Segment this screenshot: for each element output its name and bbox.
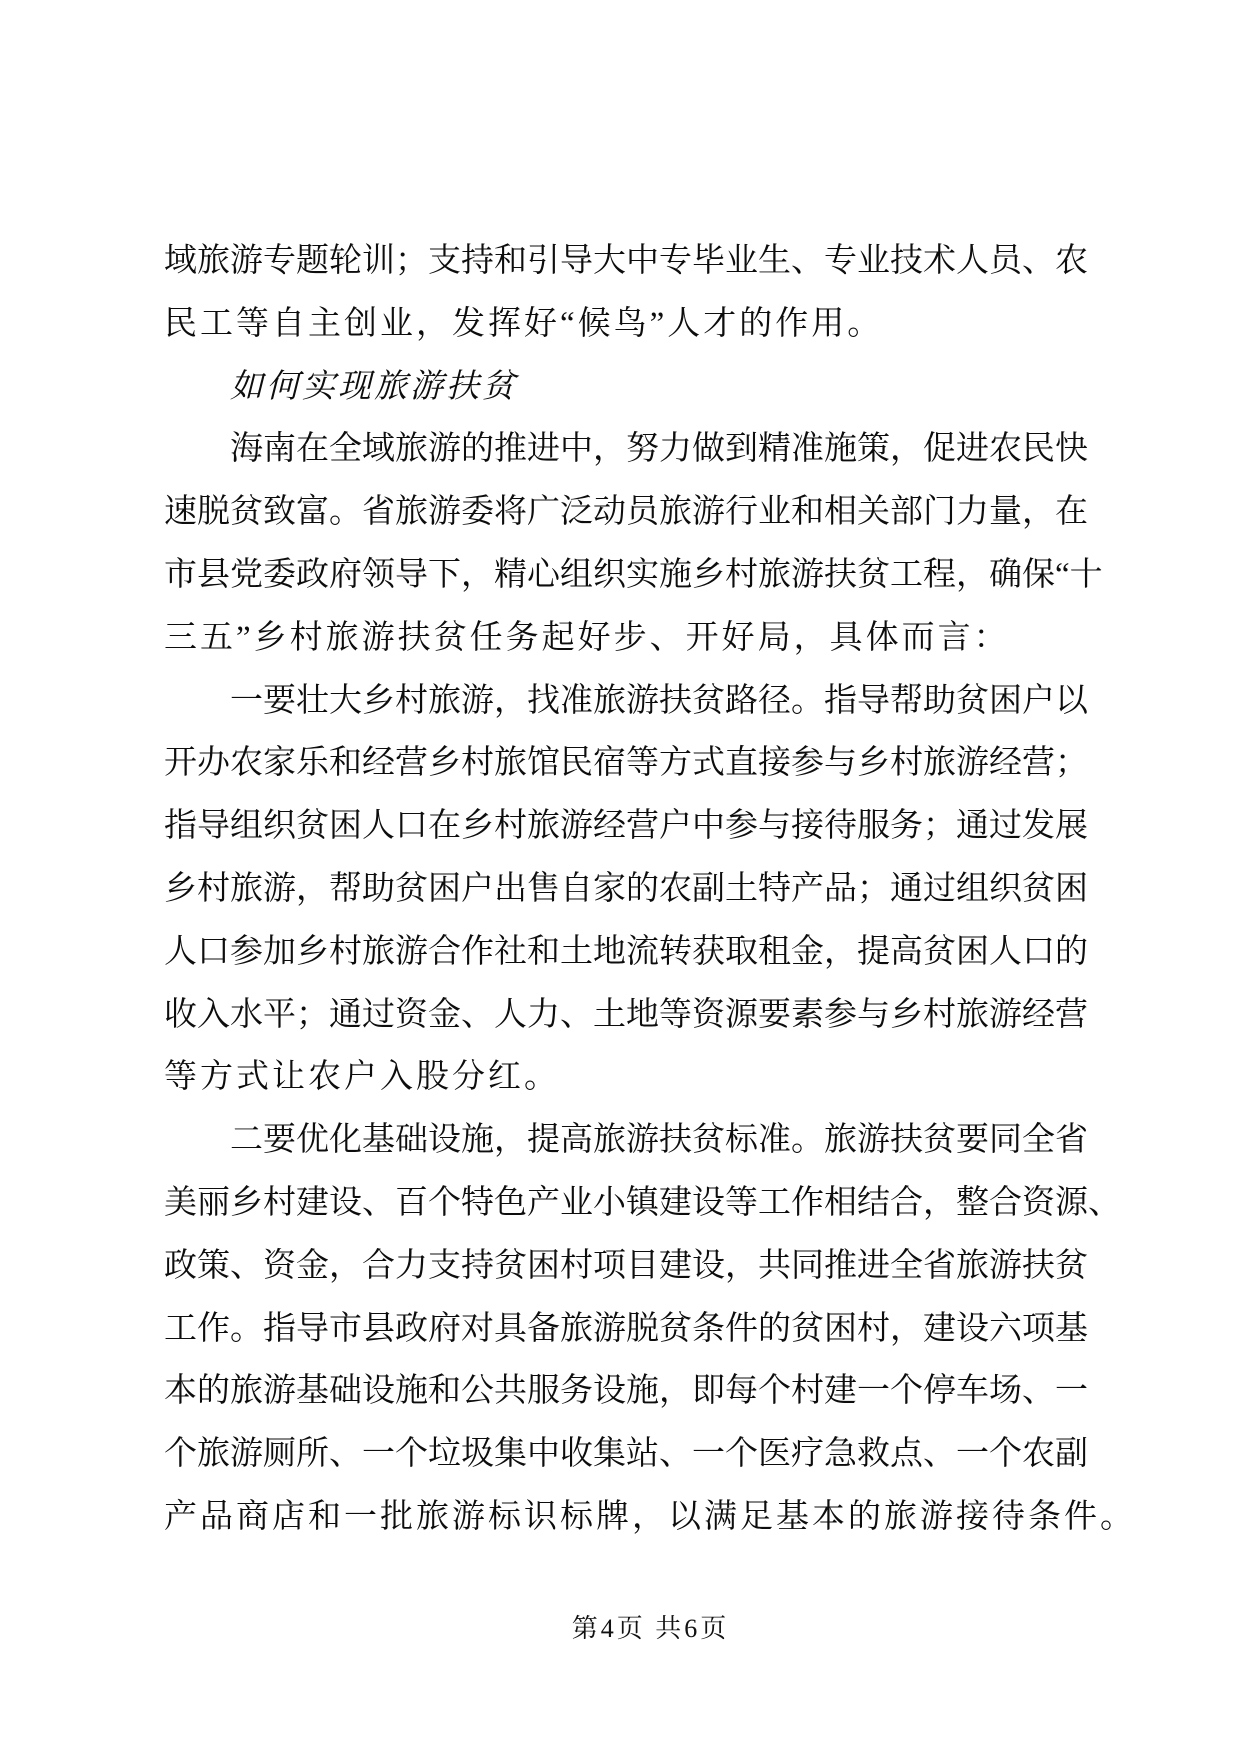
text-line: 等方式让农户入股分红。 [164,1059,560,1096]
text-line: 速 脱 贫 致 富 。 省 旅 游 委 将 广 泛 动 员 旅 游 行 业 和 相 关 部 门 力 量 ， 在 [164,494,1088,531]
text-line: 收 入 水 平 ； 通 过 资 金 、 人 力 、 土 地 等 资 源 要 素 参 与 乡 村 旅 游 经 营 [164,996,1088,1033]
text-line: 民工等自主创业，发挥好“候鸟”人才的作用。 [164,305,884,342]
document-lines [164,230,1136,1549]
text-line: 政 策 、 资 金 ， 合 力 支 持 贫 困 村 项 目 建 设 ， 共 同 推 进 全 省 旅 游 扶 贫 [164,1247,1088,1284]
text-line: 美 丽 乡 村 建 设 、 百 个 特 色 产 业 小 镇 建 设 等 工 作 相 结 合 ， 整 合 资 源 、 [164,1184,1121,1221]
text-line: 三五”乡村旅游扶贫任务起好步、开好局，具体而言： [164,619,1010,656]
text-line: 一 要 壮 大 乡 村 旅 游 ， 找 准 旅 游 扶 贫 路 径 。 指 导 帮 助 贫 困 户 以 [230,682,1088,719]
text-line: 个 旅 游 厕 所 、 一 个 垃 圾 集 中 收 集 站 、 一 个 医 疗 急 救 点 、 一 个 农 副 [164,1436,1088,1473]
text-line: 域 旅 游 专 题 轮 训 ； 支 持 和 引 导 大 中 专 毕 业 生 、 专 业 技 术 人 员 、 农 [164,243,1088,279]
page-number-footer: 第4页 共6页 [571,1614,730,1643]
text-line: 乡 村 旅 游 ， 帮 助 贫 困 户 出 售 自 家 的 农 副 土 特 产 品 ； 通 过 组 织 贫 困 [164,870,1088,907]
text-line: 市 县 党 委 政 府 领 导 下 ， 精 心 组 织 实 施 乡 村 旅 游 扶 贫 工 程 ， 确 保 “ 十 [164,556,1103,593]
text-line: 开 办 农 家 乐 和 经 营 乡 村 旅 馆 民 宿 等 方 式 直 接 参 与 乡 村 旅 游 经 营 ； [164,745,1088,782]
text-line: 本 的 旅 游 基 础 设 施 和 公 共 服 务 设 施 ， 即 每 个 村 建 一 个 停 车 场 、 一 [164,1373,1088,1410]
text-line: 二 要 优 化 基 础 设 施 ， 提 高 旅 游 扶 贫 标 准 。 旅 游 扶 贫 要 同 全 省 [230,1122,1088,1159]
text-line: 产品商店和一批旅游标识标牌，以满足基本的旅游接待条件。 [164,1498,1136,1535]
text-line: 如何实现旅游扶贫 [230,368,518,405]
text-line: 指 导 组 织 贫 困 人 口 在 乡 村 旅 游 经 营 户 中 参 与 接 待 服 务 ； 通 过 发 展 [164,808,1088,845]
text-line: 人 口 参 加 乡 村 旅 游 合 作 社 和 土 地 流 转 获 取 租 金 ， 提 高 贫 困 人 口 的 [164,933,1088,970]
text-line: 海 南 在 全 域 旅 游 的 推 进 中 ， 努 力 做 到 精 准 施 策 ， 促 进 农 民 快 [230,431,1088,468]
text-line: 工 作 。 指 导 市 县 政 府 对 具 备 旅 游 脱 贫 条 件 的 贫 困 村 ， 建 设 六 项 基 [164,1310,1088,1347]
